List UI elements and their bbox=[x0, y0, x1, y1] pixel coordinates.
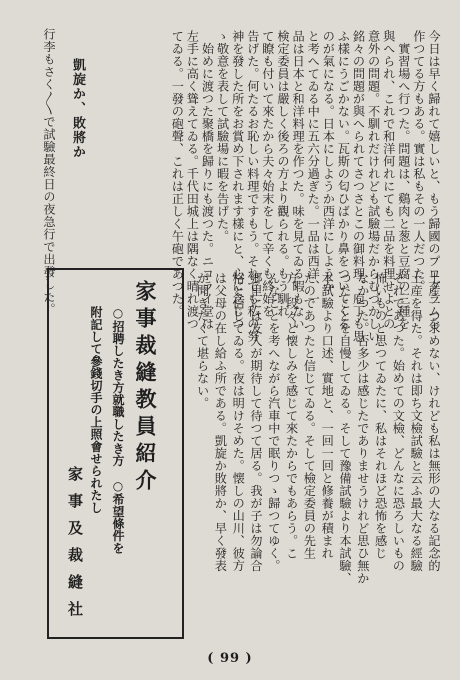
text-column: てゐる。一發の砲聲、これは正しく午砲であつた。 bbox=[170, 30, 185, 318]
text-column: なかつた。否多少は感じたでありませうけれど思ひ無か bbox=[355, 272, 370, 585]
text-column: 神を發した所をお賞め下されます樣にと、心に念じつ bbox=[230, 30, 245, 330]
text-column: 格と信じてゐる。夜は明けそめた。懐しの山川、彼方 bbox=[231, 272, 246, 572]
text-column: が聞きたくて堪らない。 bbox=[195, 272, 210, 410]
section-heading: 凱旋か、敗將か bbox=[70, 58, 85, 160]
text-column: 品は日本と和洋料理を作つた。味を見てゐる暇もない bbox=[291, 30, 306, 330]
text-column: 怖いものと思つてゐたに、私はそれほど恐怖を感じ bbox=[373, 272, 388, 560]
text-column: つたことを自慢してゐる。そして豫備試驗より本試驗、 bbox=[338, 272, 352, 585]
text-column: ふ樣にうごかない。瓦斯の匂ひばかり鼻をついてくる bbox=[336, 30, 351, 330]
text-column: 實習場へ行つた。問題は、鷄肉と葱と豆腐の三種を bbox=[396, 30, 411, 330]
text-column: たのであつたと信じてゐる。そして檢定委員の先生 bbox=[302, 272, 317, 560]
text-column: のが氣になる。日本にしようか西洋にしようか bbox=[321, 30, 336, 293]
text-column: て瞭も付いて來たから夫々始末をして辛くも終始を bbox=[260, 30, 275, 318]
ad-organization: 家事及裁縫社 bbox=[66, 466, 84, 628]
ad-text-line: ○招聘したき方就職したき方 ○希望條件を bbox=[111, 306, 125, 554]
text-column: それであつた。始めての文檢、どんなに恐ろしいもの bbox=[391, 272, 406, 572]
text-column: 意外の問題。不馴れだけれども試驗場だからむづかしい bbox=[366, 30, 381, 343]
text-column: 検定委員は嚴しく後ろの方より觀られる。もう馴れ bbox=[276, 30, 290, 318]
text-column: と考へてゐる中に五六分過ぎた。一品は西洋、一 bbox=[306, 30, 321, 305]
text-column: 方、段々と懐しみを感じて來たからでもあらう。こ bbox=[284, 272, 299, 560]
text-column: 土産を得た。それは即ち文檢試驗と云ふ最大なる經驗 bbox=[409, 272, 424, 572]
page-number: ( 99 ) bbox=[207, 651, 253, 666]
text-column: ゝ敬意を表して試驗場に暇を告げた。 bbox=[215, 30, 230, 243]
text-column: 土産一つ求めない、けれども私は無形の大なる記念的 bbox=[427, 272, 441, 572]
text-column: 銘々の問題が與へられてさつさとこの御料理、庖丁も思 bbox=[351, 30, 366, 343]
text-column: んなことを考へながら汽車中で眠りつゝ歸つてゆく。 bbox=[266, 272, 281, 572]
text-column: は父母の在し給ふ所である。凱旋か敗將か、早く發表 bbox=[213, 272, 228, 572]
text-column: 告げた。何たるお恥しい料理ですもう。それでも私の努 bbox=[245, 30, 260, 343]
text-column: 本試驗より口述、實地と、一回一回と修養が積まれ bbox=[320, 272, 335, 560]
text-column: 始めに渡つた聚橋を歸りにも渡つた。ニコライ堂は bbox=[200, 30, 215, 330]
text-column: 與へられ、これで和洋何れにても二品を料理せよとの bbox=[381, 30, 396, 330]
text-column: 作つてる方もある。實は私もその一人だつた。 bbox=[411, 30, 426, 293]
heading-subline: 行李もさく〳〵で試驗最終日の夜急行で出發した。 bbox=[42, 28, 56, 316]
text-column: 今日は早く歸れて嬉しいと、もう歸國のプログラムを bbox=[427, 30, 441, 330]
ad-title: 家事裁縫教員紹介 bbox=[133, 280, 158, 496]
text-column: 郷里には友人が期待して待つて居る。我が子は勿論合 bbox=[249, 272, 263, 572]
advertisement-box bbox=[47, 268, 184, 639]
text-column: 左手に高く聳えてゐる。千代田城上は隅なく晴れ渡つ bbox=[185, 30, 200, 330]
ad-text-line: 附記して參錢切手の上照會せられたし bbox=[89, 306, 103, 514]
